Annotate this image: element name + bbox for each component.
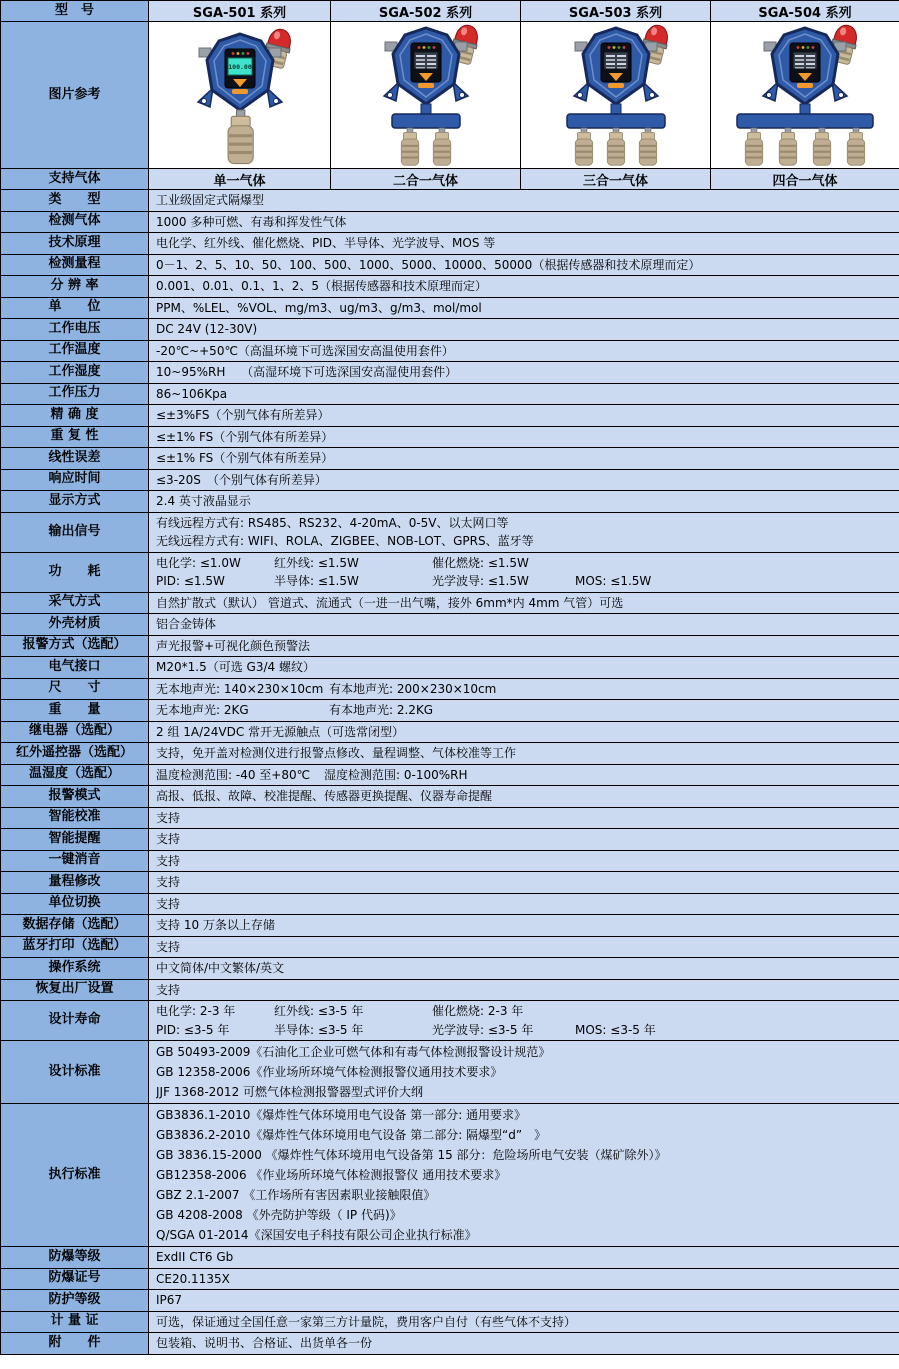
spec-row (1, 405, 899, 427)
spec-value-line: 中文简体/中文繁体/英文 (156, 961, 285, 975)
spec-value-segment: 光学波导: ≤1.5W (432, 574, 529, 588)
spec-value-line: 0.001、0.01、0.1、1、2、5（根据传感器和技术原理而定） (156, 279, 488, 293)
spec-label: 设计寿命 (1, 1001, 149, 1041)
spec-row (1, 958, 899, 980)
spec-value-line: ≤±3%FS（个别气体有所差异） (156, 408, 330, 422)
spec-value-line (156, 572, 897, 591)
spec-label: 工作湿度 (1, 362, 149, 384)
spec-row (1, 1290, 899, 1312)
spec-label: 智能提醒 (1, 829, 149, 851)
spec-value-line: 自然扩散式（默认） 管道式、流通式（一进一出气嘴，接外 6mm*内 4mm 气管）可选 (156, 595, 624, 610)
spec-row (1, 319, 899, 341)
spec-row (1, 1041, 899, 1104)
spec-row (1, 678, 899, 700)
spec-label: 量程修改 (1, 872, 149, 894)
spec-label: 红外遥控器（选配） (1, 743, 149, 765)
spec-label: 采气方式 (1, 592, 149, 614)
spec-label: 报警方式（选配） (1, 635, 149, 657)
spec-value-line: 支持 (156, 875, 181, 889)
spec-value-line: 0－1、2、5、10、50、100、500、1000、5000、10000、50000（根据传感器和技术原理而定） (156, 257, 701, 272)
spec-value (149, 786, 899, 808)
spec-value (149, 426, 899, 448)
spec-value (149, 592, 899, 614)
spec-value-line: 86~106Kpa (156, 386, 228, 401)
spec-value (149, 340, 899, 362)
picture-row (1, 22, 899, 169)
spec-row (1, 276, 899, 298)
spec-value (149, 469, 899, 491)
spec-row (1, 1104, 899, 1247)
spec-label: 分 辨 率 (1, 276, 149, 298)
spec-value-line: 无线远程方式有: WIFI、ROLA、ZIGBEE、NOB-LOT、GPRS、蓝牙等 (156, 534, 534, 548)
spec-value-line: GBZ 2.1-2007 《工作场所有害因素职业接触限值》 (156, 1188, 436, 1202)
spec-value (149, 1311, 899, 1333)
spec-label: 重 复 性 (1, 426, 149, 448)
spec-value (149, 915, 899, 937)
picture-cell-sga-502 (331, 22, 521, 169)
spec-value-line (156, 701, 897, 720)
spec-row (1, 491, 899, 513)
spec-row (1, 448, 899, 470)
spec-label: 恢复出厂设置 (1, 979, 149, 1001)
spec-label: 工作温度 (1, 340, 149, 362)
picture-cell-sga-504 (711, 22, 899, 169)
spec-value (149, 319, 899, 341)
spec-label: 执行标准 (1, 1104, 149, 1247)
spec-value-line: 电化学、红外线、催化燃烧、PID、半导体、光学波导、MOS 等 (156, 236, 496, 250)
spec-rows (1, 190, 899, 1355)
spec-value-segment: 电化学: 2-3 年 (156, 1004, 236, 1018)
supported-gas-row (1, 169, 899, 190)
spec-value-line: ≤3-20S （个别气体有所差异） (156, 472, 327, 487)
spec-value (149, 979, 899, 1001)
spec-row (1, 721, 899, 743)
spec-row (1, 614, 899, 636)
spec-value-line: ExdII CT6 Gb (156, 1250, 234, 1264)
spec-value (149, 850, 899, 872)
spec-value-line: 高报、低报、故障、校准提醒、传感器更换提醒、仪器寿命提醒 (156, 789, 493, 803)
spec-value-segment: 半导体: ≤1.5W (274, 574, 359, 588)
spec-label: 电气接口 (1, 657, 149, 679)
model-header-label: 型 号 (1, 1, 149, 22)
spec-value (149, 721, 899, 743)
spec-value-segment: 有本地声光: 200×230×10cm (329, 681, 497, 696)
spec-row (1, 764, 899, 786)
spec-row (1, 936, 899, 958)
spec-row (1, 211, 899, 233)
spec-value-segment: 催化燃烧: ≤1.5W (432, 555, 529, 570)
spec-value (149, 936, 899, 958)
spec-label: 计 量 证 (1, 1311, 149, 1333)
spec-row (1, 786, 899, 808)
spec-value-line: 声光报警+可视化颜色预警法 (156, 638, 311, 653)
model-name-sga-502: SGA-502 系列 (331, 1, 521, 22)
spec-value-line (156, 766, 897, 785)
spec-value (149, 297, 899, 319)
spec-value-line: 1000 多种可燃、有毒和挥发性气体 (156, 214, 347, 229)
sga-501-device-photo (149, 22, 331, 168)
spec-value-segment: 红外线: ≤1.5W (274, 555, 359, 570)
spec-label: 一键消音 (1, 850, 149, 872)
spec-value-line: 支持，免开盖对检测仪进行报警点修改、量程调整、气体校准等工作 (156, 746, 517, 760)
spec-label: 报警模式 (1, 786, 149, 808)
spec-value-line (156, 680, 897, 699)
spec-value-line: GB 12358-2006《作业场所环境气体检测报警仪通用技术要求》 (156, 1065, 503, 1079)
spec-label: 数据存储（选配） (1, 915, 149, 937)
spec-label: 操作系统 (1, 958, 149, 980)
spec-row (1, 469, 899, 491)
spec-value (149, 512, 899, 552)
spec-row (1, 635, 899, 657)
spec-label: 单 位 (1, 297, 149, 319)
spec-value (149, 829, 899, 851)
picture-cell-sga-503 (521, 22, 711, 169)
spec-row (1, 297, 899, 319)
spec-value-segment: 催化燃烧: 2-3 年 (432, 1004, 524, 1018)
spec-value-line: 支持 (156, 853, 181, 868)
spec-value-line: GB 3836.15-2000 《爆炸性气体环境用电气设备第 15 部分：危险场所电气安装（煤矿除外）》 (156, 1148, 667, 1162)
spec-value (149, 1001, 899, 1041)
supported-gas-sga-501: 单一气体 (149, 169, 331, 190)
model-name-sga-503: SGA-503 系列 (521, 1, 711, 22)
spec-value-line: GB 4208-2008 《外壳防护等级（ IP 代码)》 (156, 1208, 402, 1222)
spec-value-line: 包装箱、说明书、合格证、出货单各一份 (156, 1336, 373, 1350)
spec-value-line: DC 24V (12-30V) (156, 322, 258, 336)
spec-label: 精 确 度 (1, 405, 149, 427)
picture-row-label: 图片参考 (1, 22, 149, 169)
spec-row (1, 829, 899, 851)
spec-value-segment: MOS: ≤3-5 年 (575, 1022, 656, 1037)
spec-value (149, 764, 899, 786)
spec-value-segment: 光学波导: ≤3-5 年 (432, 1022, 534, 1037)
spec-value-line: ≤±1% FS（个别气体有所差异） (156, 451, 334, 465)
spec-value-line: 支持 (156, 982, 181, 997)
spec-value-segment: 温度检测范围: -40 至+80℃ (156, 767, 311, 782)
spec-row (1, 552, 899, 592)
spec-row (1, 512, 899, 552)
spec-label: 响应时间 (1, 469, 149, 491)
model-header-row (1, 1, 899, 22)
spec-value-line: IP67 (156, 1293, 183, 1307)
sga-503-device-photo (521, 22, 711, 168)
spec-value-line: JJF 1368-2012 可燃气体检测报警器型式评价大纲 (156, 1085, 424, 1099)
spec-value (149, 1104, 899, 1247)
spec-value-line: 支持 (156, 939, 181, 954)
spec-value (149, 958, 899, 980)
spec-label: 蓝牙打印（选配） (1, 936, 149, 958)
sga-502-device-photo (331, 22, 521, 168)
supported-gas-sga-504: 四合一气体 (711, 169, 899, 190)
supported-gas-sga-503: 三合一气体 (521, 169, 711, 190)
spec-value-segment: PID: ≤3-5 年 (156, 1022, 230, 1037)
spec-label: 检测气体 (1, 211, 149, 233)
spec-row (1, 807, 899, 829)
spec-value-line: GB3836.2-2010《爆炸性气体环境用电气设备 第二部分: 隔爆型“d” 》 (156, 1128, 547, 1142)
spec-value-line: M20*1.5（可选 G3/4 螺纹） (156, 660, 315, 674)
spec-label: 工作压力 (1, 383, 149, 405)
spec-value (149, 1290, 899, 1312)
spec-label: 智能校准 (1, 807, 149, 829)
spec-row (1, 340, 899, 362)
spec-row (1, 915, 899, 937)
spec-value-segment: PID: ≤1.5W (156, 574, 225, 588)
spec-value (149, 1247, 899, 1269)
spec-row (1, 893, 899, 915)
spec-value (149, 362, 899, 384)
spec-label: 外壳材质 (1, 614, 149, 636)
spec-value (149, 211, 899, 233)
spec-label: 技术原理 (1, 233, 149, 255)
spec-value (149, 383, 899, 405)
spec-value-line: -20℃~+50℃（高温环境下可选深国安高温使用套件） (156, 343, 454, 358)
spec-label: 温湿度（选配） (1, 764, 149, 786)
sga-504-device-photo (711, 22, 899, 168)
spec-value (149, 448, 899, 470)
spec-label: 继电器（选配） (1, 721, 149, 743)
spec-value-segment: 红外线: ≤3-5 年 (274, 1004, 364, 1018)
spec-row (1, 190, 899, 212)
spec-value (149, 233, 899, 255)
spec-label: 输出信号 (1, 512, 149, 552)
spec-value (149, 405, 899, 427)
spec-value-segment: 半导体: ≤3-5 年 (274, 1022, 364, 1037)
spec-label: 单位切换 (1, 893, 149, 915)
spec-row (1, 383, 899, 405)
spec-label: 防爆证号 (1, 1268, 149, 1290)
spec-row (1, 426, 899, 448)
spec-value-line (156, 1002, 897, 1021)
spec-value (149, 657, 899, 679)
spec-row (1, 233, 899, 255)
spec-value-segment: 湿度检测范围: 0-100%RH (324, 767, 468, 782)
spec-value-line (156, 554, 897, 573)
spec-value-segment: 无本地声光: 140×230×10cm (156, 681, 324, 696)
spec-label: 检测量程 (1, 254, 149, 276)
spec-row (1, 1247, 899, 1269)
spec-value (149, 276, 899, 298)
spec-row (1, 657, 899, 679)
spec-row (1, 254, 899, 276)
supported-gas-label: 支持气体 (1, 169, 149, 190)
spec-value-line: PPM、%LEL、%VOL、mg/m3、ug/m3、g/m3、mol/mol (156, 300, 482, 315)
spec-value (149, 552, 899, 592)
spec-label: 类 型 (1, 190, 149, 212)
spec-value (149, 614, 899, 636)
spec-row (1, 1268, 899, 1290)
spec-value (149, 893, 899, 915)
model-name-sga-501: SGA-501 系列 (149, 1, 331, 22)
spec-value-line: Q/SGA 01-2014《深国安电子科技有限公司企业执行标准》 (156, 1228, 477, 1242)
spec-value-segment: MOS: ≤1.5W (575, 574, 652, 588)
spec-value (149, 743, 899, 765)
spec-label: 线性误差 (1, 448, 149, 470)
spec-label: 功 耗 (1, 552, 149, 592)
spec-value-line: GB 50493-2009《石油化工企业可燃气体和有毒气体检测报警设计规范》 (156, 1045, 551, 1059)
spec-value-line: 支持 (156, 810, 181, 825)
spec-value (149, 254, 899, 276)
spec-value-line: 支持 (156, 832, 181, 846)
spec-value-segment: 有本地声光: 2.2KG (329, 703, 434, 717)
spec-row (1, 592, 899, 614)
spec-value-segment: 电化学: ≤1.0W (156, 555, 241, 570)
picture-cell-sga-501 (149, 22, 331, 169)
spec-value-segment: 无本地声光: 2KG (156, 703, 249, 717)
spec-value-line: CE20.1135X (156, 1271, 230, 1286)
spec-value-line: 支持 10 万条以上存储 (156, 918, 275, 932)
spec-value-line: 工业级固定式隔爆型 (156, 193, 265, 207)
spec-value (149, 1333, 899, 1355)
supported-gas-sga-502: 二合一气体 (331, 169, 521, 190)
spec-label: 附 件 (1, 1333, 149, 1355)
spec-value-line: 2 组 1A/24VDC 常开无源触点（可选常闭型） (156, 724, 405, 739)
spec-value-line: 支持 (156, 896, 181, 911)
spec-row (1, 872, 899, 894)
spec-value (149, 872, 899, 894)
spec-row (1, 979, 899, 1001)
spec-value-line: GB3836.1-2010《爆炸性气体环境用电气设备 第一部分: 通用要求》 (156, 1108, 527, 1122)
spec-row (1, 850, 899, 872)
spec-row (1, 1333, 899, 1355)
spec-value-line: 有线远程方式有: RS485、RS232、4-20mA、0-5V、以太网口等 (156, 515, 509, 530)
spec-value (149, 491, 899, 513)
spec-label: 工作电压 (1, 319, 149, 341)
spec-value-line: ≤±1% FS（个别气体有所差异） (156, 429, 334, 444)
spec-label: 重 量 (1, 700, 149, 722)
spec-label: 设计标准 (1, 1041, 149, 1104)
spec-row (1, 362, 899, 384)
spec-value (149, 678, 899, 700)
spec-value-line (156, 1021, 897, 1040)
spec-row (1, 1311, 899, 1333)
spec-value (149, 700, 899, 722)
spec-value-line: GB12358-2006 《作业场所环境气体检测报警仪 通用技术要求》 (156, 1168, 507, 1182)
spec-label: 显示方式 (1, 491, 149, 513)
spec-value (149, 190, 899, 212)
spec-value-line: 可选，保证通过全国任意一家第三方计量院，费用客户自付（有些气体不支持） (156, 1314, 577, 1329)
model-name-sga-504: SGA-504 系列 (711, 1, 899, 22)
spec-value-line: 2.4 英寸液晶显示 (156, 494, 251, 508)
spec-value (149, 807, 899, 829)
spec-value (149, 1041, 899, 1104)
spec-label: 尺 寸 (1, 678, 149, 700)
spec-row (1, 1001, 899, 1041)
spec-value-line: 铝合金铸体 (156, 617, 217, 631)
spec-row (1, 700, 899, 722)
spec-row (1, 743, 899, 765)
spec-value-line: 10~95%RH （高湿环境下可选深国安高湿使用套件） (156, 365, 458, 379)
spec-value (149, 635, 899, 657)
spec-label: 防护等级 (1, 1290, 149, 1312)
spec-value (149, 1268, 899, 1290)
spec-label: 防爆等级 (1, 1247, 149, 1269)
